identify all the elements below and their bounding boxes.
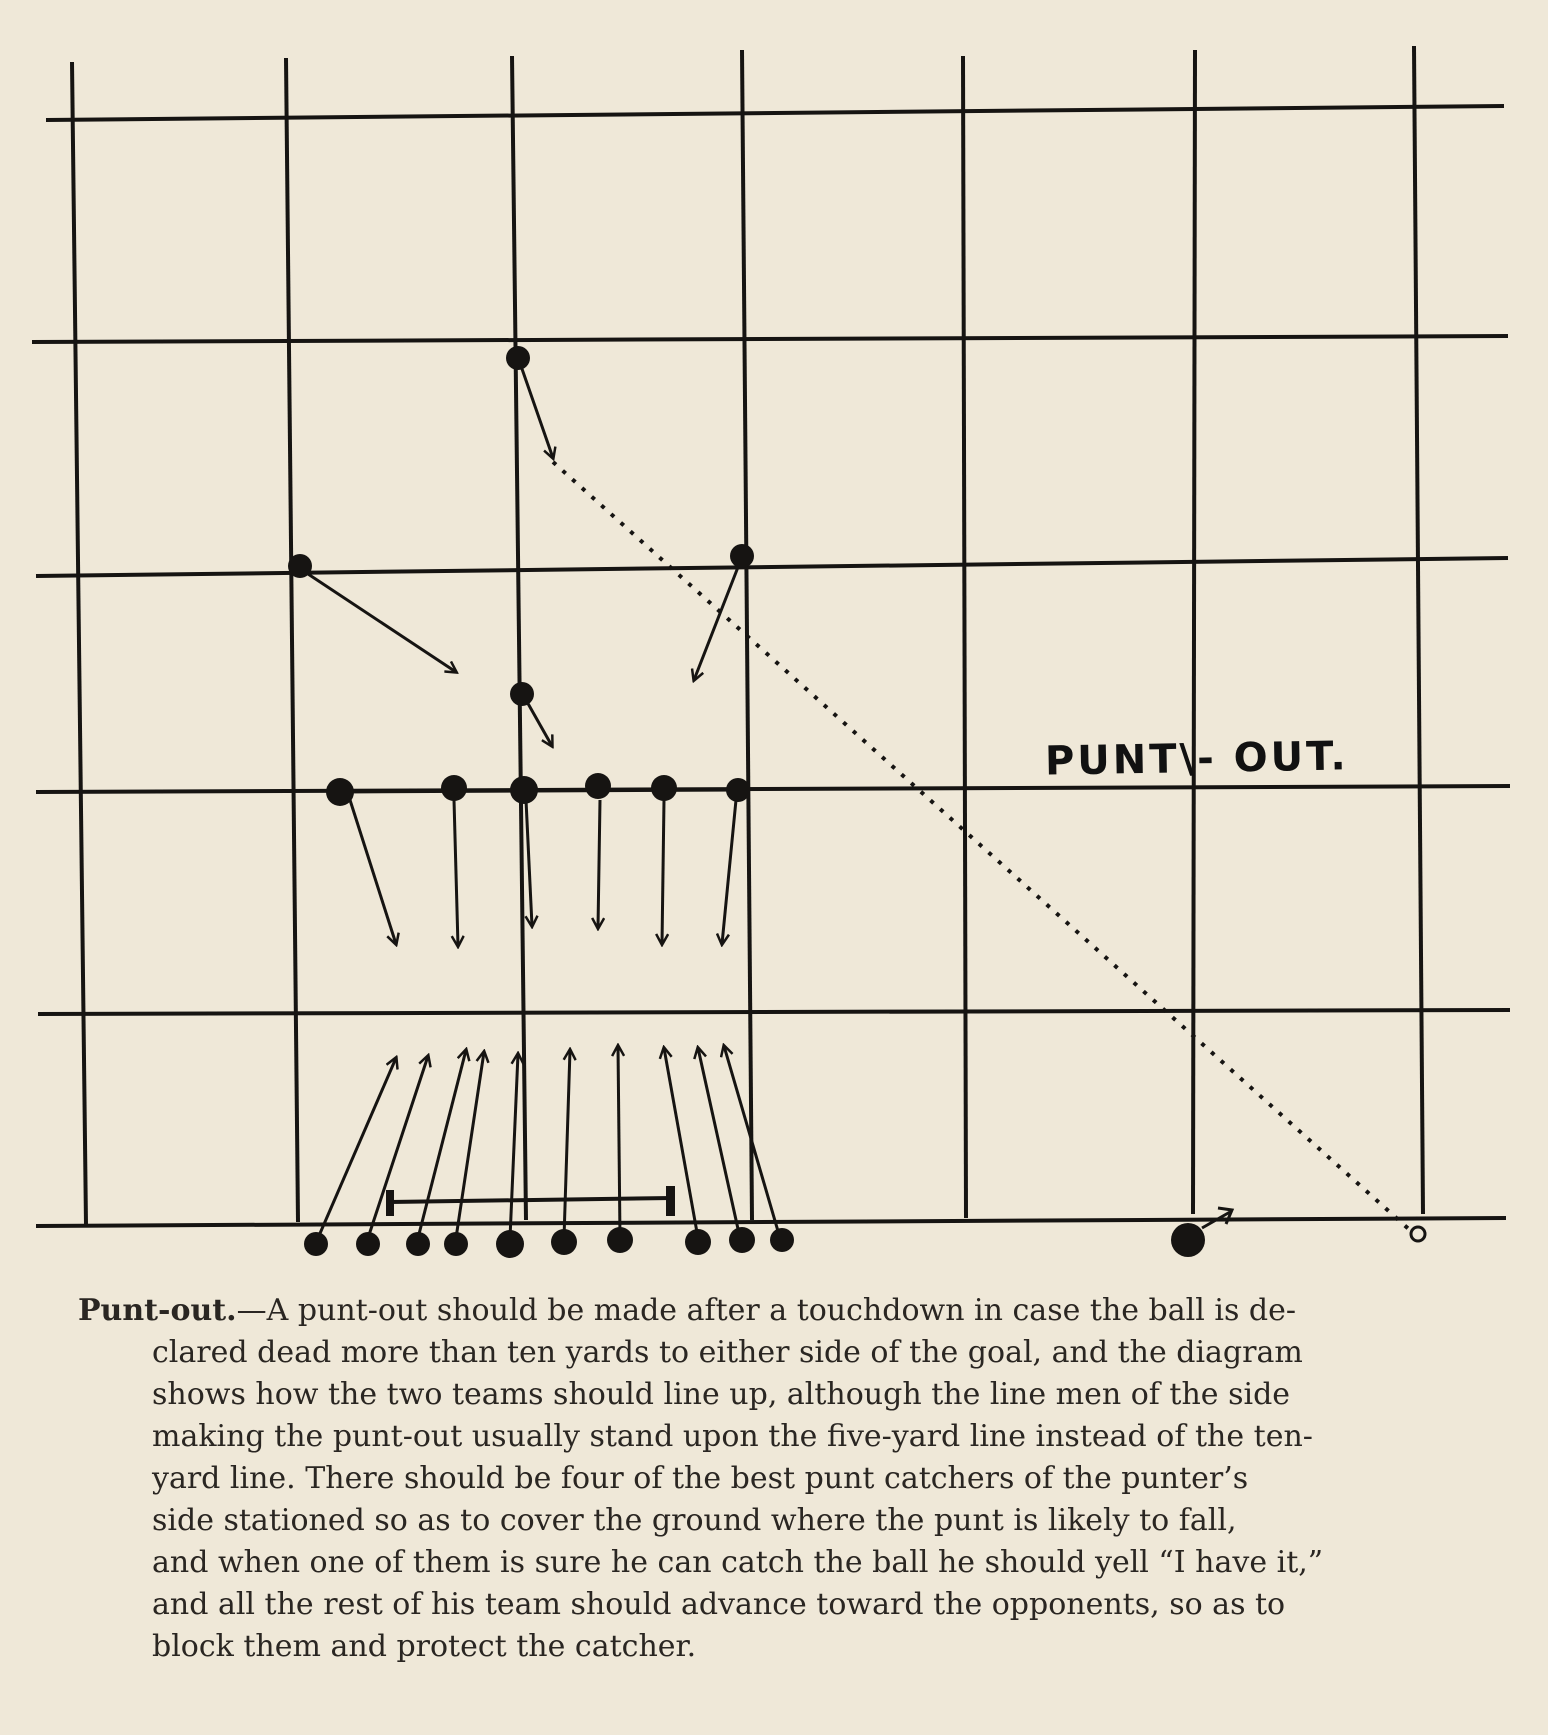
player-arrow <box>618 1046 620 1238</box>
grid-hline <box>36 786 1510 792</box>
player-marker <box>607 1227 633 1253</box>
goal-crossbar <box>390 1198 672 1202</box>
grid-vline <box>1193 50 1195 1214</box>
grid-hline <box>38 1010 1510 1014</box>
punter-marker <box>1171 1223 1205 1257</box>
grid-vline <box>1414 46 1423 1214</box>
caption-text-line: and when one of them is sure he can catch the ball he should yell “I have it,” <box>152 1545 1324 1580</box>
player-arrow <box>526 800 532 926</box>
player-arrow <box>526 700 552 746</box>
player-arrow <box>302 570 456 672</box>
player-arrow <box>722 800 736 944</box>
ball-marker <box>1411 1227 1425 1241</box>
player-marker <box>326 778 354 806</box>
caption-first-line <box>78 1290 1468 1332</box>
player-marker <box>444 1232 468 1256</box>
player-arrow <box>456 1052 484 1238</box>
player-marker <box>551 1229 577 1255</box>
player-arrow <box>368 1056 428 1238</box>
goal-post-right <box>666 1186 675 1216</box>
caption-text-line: shows how the two teams should line up, although the line men of the side <box>152 1377 1291 1412</box>
player-arrow <box>350 800 396 944</box>
player-arrow <box>510 1054 518 1238</box>
goal-line-markers <box>304 1227 794 1258</box>
player-marker <box>651 775 677 801</box>
grid-hline <box>36 1218 1506 1226</box>
player-arrow <box>598 800 600 928</box>
grid-vline <box>286 58 298 1222</box>
player-arrow <box>454 800 458 946</box>
player-marker <box>510 682 534 706</box>
grid-vline <box>72 62 86 1225</box>
player-marker <box>304 1232 328 1256</box>
player-arrow <box>564 1050 570 1238</box>
player-marker <box>356 1232 380 1256</box>
caption-title: Punt-out. <box>78 1293 237 1328</box>
diagram-label: PUNT\- OUT. <box>1044 733 1349 785</box>
player-marker <box>496 1230 524 1258</box>
caption-text-line: making the punt-out usually stand upon the five-yard line instead of the ten- <box>152 1419 1313 1454</box>
field-grid <box>32 46 1510 1226</box>
grid-hline <box>46 106 1504 120</box>
grid-vline <box>512 56 526 1220</box>
player-marker <box>770 1228 794 1252</box>
player-marker <box>726 778 750 802</box>
caption-text-line: side stationed so as to cover the ground where the punt is likely to fall, <box>152 1503 1237 1538</box>
player-arrow <box>318 1058 396 1238</box>
caption-text-line: block them and protect the catcher. <box>152 1629 697 1664</box>
player-marker <box>506 346 530 370</box>
grid-vline <box>963 56 966 1218</box>
grid-hline <box>32 336 1508 342</box>
caption <box>78 1290 1468 1668</box>
player-arrow <box>662 800 664 944</box>
player-marker <box>288 554 312 578</box>
punt-trajectory <box>553 462 1412 1232</box>
player-arrow <box>694 562 740 680</box>
goal-post-left <box>386 1190 394 1216</box>
caption-text-line: clared dead more than ten yards to either side of the goal, and the diagram <box>152 1335 1303 1370</box>
player-marker <box>729 1227 755 1253</box>
caption-text-line: —A punt-out should be made after a touchdown in case the ball is de- <box>236 1293 1296 1328</box>
grid-vline <box>742 50 752 1220</box>
player-marker <box>510 776 538 804</box>
line-connector <box>340 790 742 792</box>
caption-text-line: yard line. There should be four of the best punt catchers of the punter’s <box>152 1461 1249 1496</box>
grid-hline <box>36 558 1508 576</box>
player-marker <box>730 544 754 568</box>
caption-text-line: and all the rest of his team should advance toward the opponents, so as to <box>152 1587 1286 1622</box>
player-marker <box>585 773 611 799</box>
player-marker <box>441 775 467 801</box>
player-arrow <box>521 366 553 458</box>
player-marker <box>685 1229 711 1255</box>
player-marker <box>406 1232 430 1256</box>
line-men-arrows <box>340 790 742 946</box>
